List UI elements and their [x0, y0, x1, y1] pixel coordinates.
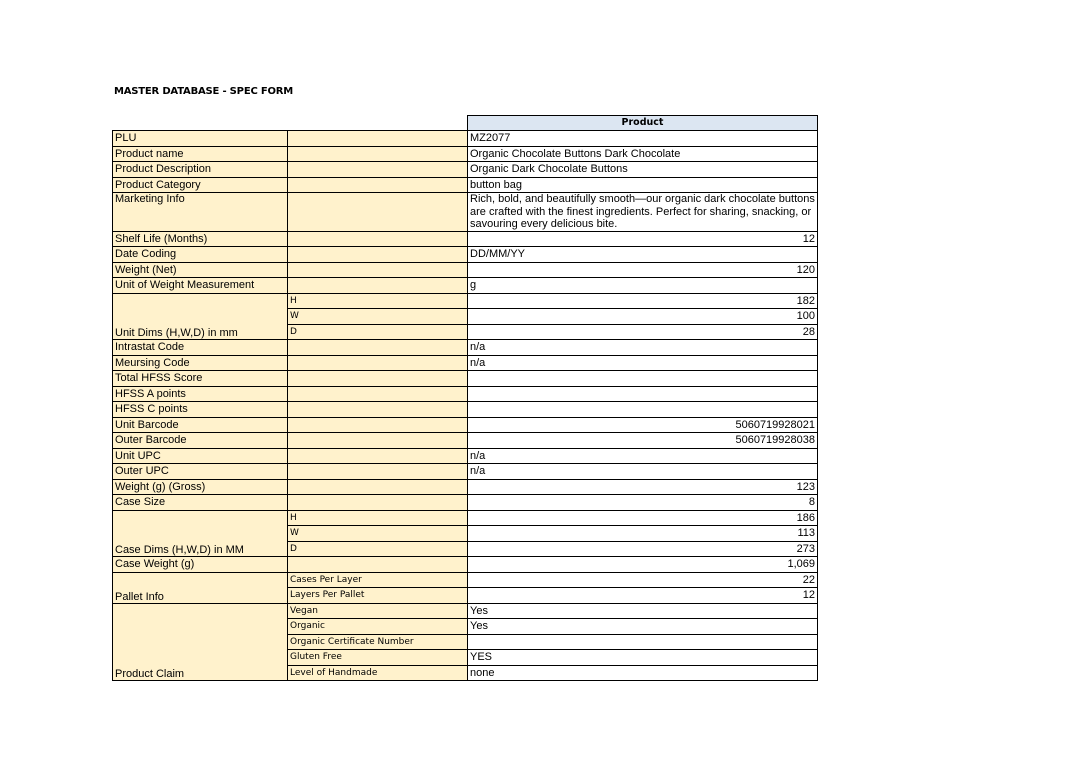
row-value: n/a — [468, 340, 818, 356]
table-row — [113, 557, 818, 573]
sub-label: D — [288, 324, 468, 340]
row-value: 123 — [468, 479, 818, 495]
sub-label: Organic Certificate Number — [288, 634, 468, 650]
table-row — [113, 262, 818, 278]
row-value: 113 — [468, 526, 818, 542]
sub-label: Vegan — [288, 603, 468, 619]
row-value: Rich, bold, and beautifully smooth—our organic dark chocolate buttons are crafted with the finest ingredients. Perfect for sharing, snacking, or savouring every delicious bite. — [468, 193, 818, 232]
row-value: 12 — [468, 588, 818, 604]
row-value: 186 — [468, 510, 818, 526]
row-value: g — [468, 278, 818, 294]
row-value: DD/MM/YY — [468, 247, 818, 263]
row-value — [468, 634, 818, 650]
row-value: Yes — [468, 619, 818, 635]
row-value: 28 — [468, 324, 818, 340]
row-label: PLU — [113, 131, 288, 147]
table-row — [113, 386, 818, 402]
row-label: Outer UPC — [113, 464, 288, 480]
row-value: 100 — [468, 309, 818, 325]
table-row — [113, 448, 818, 464]
row-label: HFSS C points — [113, 402, 288, 418]
table-row — [113, 146, 818, 162]
row-value — [468, 371, 818, 387]
row-value: MZ2077 — [468, 131, 818, 147]
table-row — [113, 433, 818, 449]
row-label: Unit of Weight Measurement — [113, 278, 288, 294]
table-row — [113, 162, 818, 178]
row-value: 1,069 — [468, 557, 818, 573]
row-label: Case Size — [113, 495, 288, 511]
table-row — [113, 603, 818, 619]
table-row — [113, 495, 818, 511]
table-row — [113, 355, 818, 371]
row-label: Total HFSS Score — [113, 371, 288, 387]
table-row — [113, 371, 818, 387]
row-value: 8 — [468, 495, 818, 511]
row-label: Weight (g) (Gross) — [113, 479, 288, 495]
table-row — [113, 177, 818, 193]
row-label: Product Description — [113, 162, 288, 178]
table-row — [113, 417, 818, 433]
row-value: 5060719928021 — [468, 417, 818, 433]
row-label: Product name — [113, 146, 288, 162]
row-label: Unit UPC — [113, 448, 288, 464]
row-label: Unit Dims (H,W,D) in mm — [113, 293, 288, 340]
row-label: Meursing Code — [113, 355, 288, 371]
row-label: HFSS A points — [113, 386, 288, 402]
row-value: 273 — [468, 541, 818, 557]
row-value: 22 — [468, 572, 818, 588]
row-value: 5060719928038 — [468, 433, 818, 449]
row-value: 120 — [468, 262, 818, 278]
row-label: Case Dims (H,W,D) in MM — [113, 510, 288, 557]
sub-label: H — [288, 293, 468, 309]
row-label: Pallet Info — [113, 572, 288, 603]
row-label: Case Weight (g) — [113, 557, 288, 573]
row-value: Organic Chocolate Buttons Dark Chocolate — [468, 146, 818, 162]
table-row — [113, 193, 818, 232]
table-row — [113, 340, 818, 356]
row-label: Product Category — [113, 177, 288, 193]
row-label: Date Coding — [113, 247, 288, 263]
row-value: n/a — [468, 448, 818, 464]
row-label: Marketing Info — [113, 193, 288, 232]
page-title: MASTER DATABASE - SPEC FORM — [114, 86, 294, 97]
table-row — [113, 278, 818, 294]
row-value — [468, 402, 818, 418]
table-row — [113, 231, 818, 247]
row-value: 182 — [468, 293, 818, 309]
row-label: Intrastat Code — [113, 340, 288, 356]
row-value: Organic Dark Chocolate Buttons — [468, 162, 818, 178]
sub-label: Organic — [288, 619, 468, 635]
row-value — [468, 386, 818, 402]
sub-label: Gluten Free — [288, 650, 468, 666]
row-value: n/a — [468, 355, 818, 371]
table-row — [113, 247, 818, 263]
row-label: Shelf Life (Months) — [113, 231, 288, 247]
sub-label: H — [288, 510, 468, 526]
sub-label: Layers Per Pallet — [288, 588, 468, 604]
table-row — [113, 464, 818, 480]
sub-label: D — [288, 541, 468, 557]
spec-table — [112, 115, 818, 681]
row-value: button bag — [468, 177, 818, 193]
row-label: Unit Barcode — [113, 417, 288, 433]
row-value: Yes — [468, 603, 818, 619]
table-header: Product — [468, 116, 818, 131]
sub-label: W — [288, 526, 468, 542]
row-value: YES — [468, 650, 818, 666]
row-label: Outer Barcode — [113, 433, 288, 449]
sub-label: Level of Handmade — [288, 665, 468, 681]
table-row — [113, 510, 818, 526]
table-row — [113, 402, 818, 418]
sub-label: Cases Per Layer — [288, 572, 468, 588]
row-value: 12 — [468, 231, 818, 247]
row-label: Weight (Net) — [113, 262, 288, 278]
table-row — [113, 572, 818, 588]
table-row — [113, 131, 818, 147]
row-value: none — [468, 665, 818, 681]
row-label: Product Claim — [113, 603, 288, 681]
sub-label: W — [288, 309, 468, 325]
row-value: n/a — [468, 464, 818, 480]
table-row — [113, 479, 818, 495]
table-row — [113, 293, 818, 309]
